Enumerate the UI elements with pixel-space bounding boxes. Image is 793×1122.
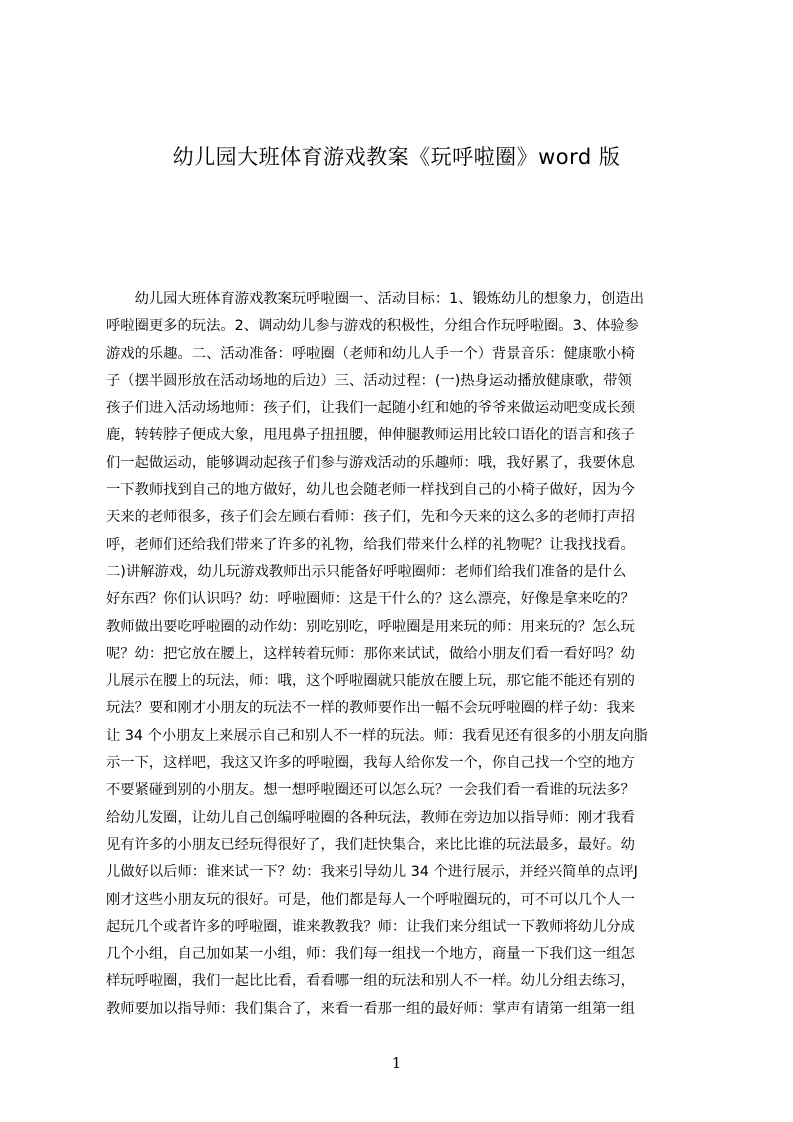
text-line: 们一起做运动，能够调动起孩子们参与游戏活动的乐趣师：哦，我好累了，我要休息: [106, 454, 635, 471]
page-number: 1: [391, 1054, 402, 1072]
text-line: 孩子们进入活动场地师：孩子们，让我们一起随小红和她的爷爷来做运动吧变成长颈: [106, 400, 635, 417]
text-line: 教师做出要吃呼啦圈的动作幼：别吃别吃，呼啦圈是用来玩的师：用来玩的？怎么玩: [106, 618, 635, 635]
text-line: 呼，老师们还给我们带来了许多的礼物，给我们带来什么样的礼物呢？让我找找看。: [106, 536, 635, 553]
text-line: 起玩几个或者许多的呼啦圈，谁来教教我？师：让我们来分组试一下教师将幼儿分成: [106, 918, 635, 935]
text-line: 不要紧碰到别的小朋友。想一想呼啦圈还可以怎么玩？一会我们看一看谁的玩法多？: [106, 782, 635, 799]
text-line: 鹿，转转脖子便成大象，甩甩鼻子扭扭腰，伸伸腿教师运用比较口语化的语言和孩子: [106, 427, 635, 444]
text-line: 给幼儿发圈，让幼儿自己创编呼啦圈的各种玩法，教师在旁边加以指导师：刚才我看: [106, 809, 635, 826]
text-line: 呢？幼：把它放在腰上，这样转着玩师：那你来试试，做给小朋友们看一看好吗？幼: [106, 645, 635, 662]
text-line: 呼啦圈更多的玩法。2、调动幼儿参与游戏的积极性，分组合作玩呼啦圈。3、体验参: [106, 318, 639, 335]
text-line: 样玩呼啦圈，我们一起比比看，看看哪一组的玩法和别人不一样。幼儿分组去练习，: [106, 973, 635, 990]
text-line: 子（摆半圆形放在活动场地的后边）三、活动过程：(一)热身运动播放健康歌，带领: [106, 372, 632, 389]
text-line: 让 34 个小朋友上来展示自己和别人不一样的玩法。师：我看见还有很多的小朋友向脂: [106, 727, 648, 744]
text-line: 一下教师找到自己的地方做好，幼儿也会随老师一样找到自己的小椅子做好，因为今: [106, 482, 635, 499]
text-line: 见有许多的小朋友已经玩得很好了，我们赶快集合，来比比谁的玩法最多，最好。幼: [106, 836, 635, 853]
text-line: 游戏的乐趣。二、活动准备：呼啦圈（老师和幼儿人手一个）背景音乐：健康歌小椅: [106, 345, 635, 362]
text-line: 示一下，这样吧，我这又许多的呼啦圈，我每人给你发一个，你自己找一个空的地方: [106, 755, 635, 772]
text-line: 天来的老师很多，孩子们会左顾右看师：孩子们，先和今天来的这么多的老师打声招: [106, 509, 635, 526]
body-paragraph: [106, 286, 700, 1023]
text-line: 玩法？要和刚才小朋友的玩法不一样的教师要作出一幅不会玩呼啦圈的样子幼：我来: [106, 700, 635, 717]
text-line: 好东西？你们认识吗？幼：呼啦圈师：这是干什么的？这么漂亮，好像是拿来吃的？: [106, 591, 635, 608]
text-line: 刚才这些小朋友玩的很好。可是，他们都是每人一个呼啦圈玩的，可不可以几个人一: [106, 891, 635, 908]
document-title: 幼儿园大班体育游戏教案《玩呼啦圈》word 版: [172, 145, 621, 169]
text-line: 教师要加以指导师：我们集合了，来看一看那一组的最好师：掌声有请第一组第一组: [106, 1000, 635, 1017]
text-line: 几个小组，自己加如某一小组，师：我们每一组找一个地方，商量一下我们这一组怎: [106, 946, 635, 963]
text-line: 儿展示在腰上的玩法，师：哦，这个呼啦圈就只能放在腰上玩，那它能不能还有别的: [106, 673, 635, 690]
text-line: 二)讲解游戏，幼儿玩游戏教师出示只能备好呼啦圈师：老师们给我们准备的是什么: [106, 563, 627, 580]
text-line: 儿做好以后师：谁来试一下？幼：我来引导幼儿 34 个进行展示，并经兴简单的点评J: [106, 864, 638, 881]
text-line: 幼儿园大班体育游戏教案玩呼啦圈一、活动目标：1、锻炼幼儿的想象力，创造出: [106, 291, 645, 307]
